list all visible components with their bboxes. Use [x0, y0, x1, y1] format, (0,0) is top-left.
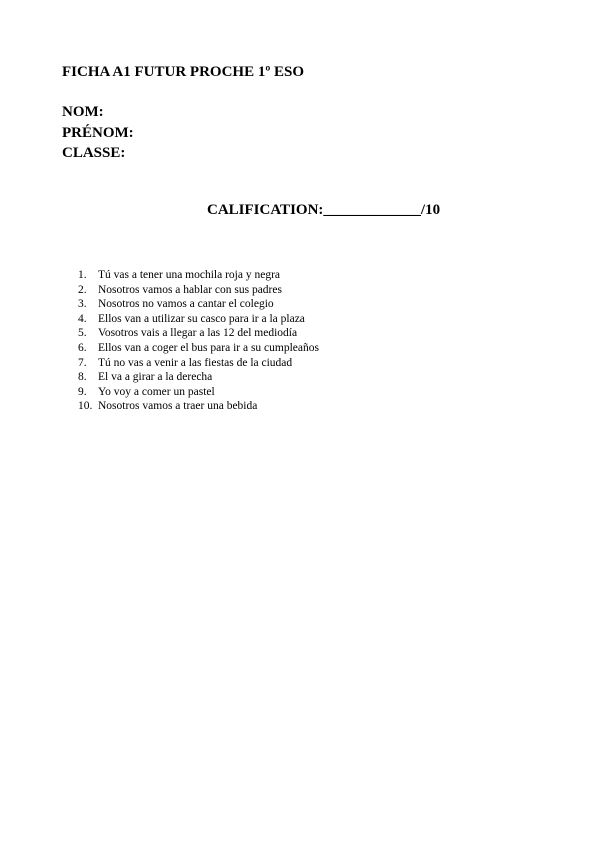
list-item	[78, 312, 319, 327]
item-text: Yo voy a comer un pastel	[98, 385, 215, 398]
list-item	[78, 283, 319, 298]
item-text: Nosotros no vamos a cantar el colegio	[98, 298, 274, 311]
item-text: Ellos van a utilizar su casco para ir a la plaza	[98, 312, 305, 325]
list-item	[78, 341, 319, 356]
list-item	[78, 326, 319, 341]
item-text: Nosotros vamos a hablar con sus padres	[98, 283, 282, 296]
classe-field-label: CLASSE:	[62, 145, 126, 161]
item-number: 4.	[78, 312, 87, 325]
item-number: 5.	[78, 327, 87, 340]
item-number: 9.	[78, 385, 87, 398]
item-number: 1.	[78, 269, 87, 281]
item-number: 2.	[78, 283, 87, 296]
item-text: Tú no vas a venir a las fiestas de la ciudad	[98, 356, 293, 369]
list-item	[78, 370, 319, 385]
nom-field-label: NOM:	[62, 104, 104, 120]
worksheet-title: FICHA A1 FUTUR PROCHE 1º ESO	[62, 64, 305, 80]
calification-line: CALIFICATION:_____________/10	[207, 202, 441, 218]
exercise-list	[78, 268, 319, 414]
item-text: Tú vas a tener una mochila roja y negra	[98, 269, 281, 281]
item-text: El va a girar a la derecha	[98, 371, 213, 384]
item-number: 10.	[78, 400, 93, 413]
list-item	[78, 356, 319, 371]
item-number: 3.	[78, 298, 87, 311]
item-text: Vosotros vais a llegar a las 12 del mediodía	[98, 327, 298, 340]
list-item	[78, 297, 319, 312]
list-item	[78, 399, 319, 414]
item-number: 7.	[78, 356, 87, 369]
item-number: 6.	[78, 341, 87, 354]
item-text: Ellos van a coger el bus para ir a su cumpleaños	[98, 341, 319, 354]
prenom-field-label: PRÉNOM:	[62, 124, 134, 141]
student-info-fields	[62, 102, 134, 164]
list-item	[78, 268, 319, 283]
item-text: Nosotros vamos a traer una bebida	[98, 400, 258, 413]
list-item	[78, 385, 319, 400]
item-number: 8.	[78, 371, 87, 384]
